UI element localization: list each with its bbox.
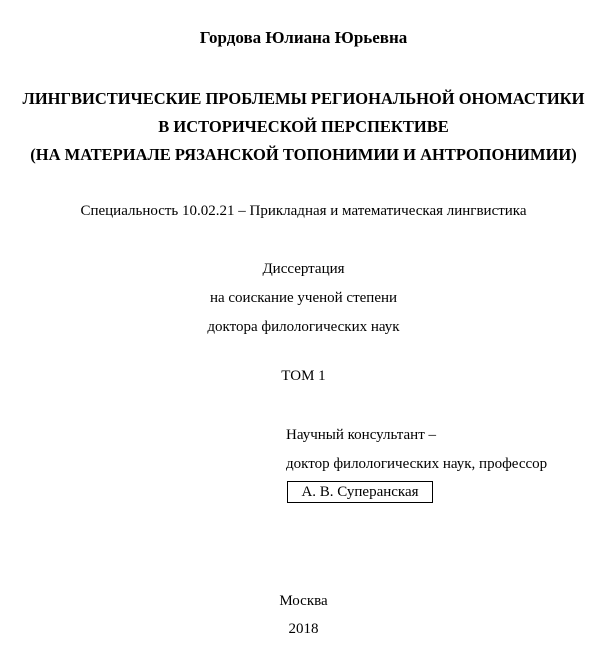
consultant-role: Научный консультант – [286,427,436,443]
title-line-1: ЛИНГВИСТИЧЕСКИЕ ПРОБЛЕМЫ РЕГИОНАЛЬНОЙ ОНОМАСТИКИ [22,89,585,108]
year-label: 2018 [288,621,319,637]
title-line-2: В ИСТОРИЧЕСКОЙ ПЕРСПЕКТИВЕ [158,117,449,136]
specialty-line: Специальность 10.02.21 – Прикладная и математическая лингвистика [80,203,527,219]
author-name: Гордова Юлиана Юрьевна [199,28,408,47]
volume-label: ТОМ 1 [281,368,326,384]
degree-line-1: Диссертация [262,261,345,277]
title-line-3: (НА МАТЕРИАЛЕ РЯЗАНСКОЙ ТОПОНИМИИ И АНТРОПОНИМИИ) [30,145,577,164]
consultant-name-box: А. В. Суперанская [287,481,433,503]
consultant-degree: доктор филологических наук, профессор [286,456,548,472]
degree-line-2: на соискание ученой степени [209,290,398,306]
degree-line-3: доктора филологических наук [207,319,400,335]
city-label: Москва [279,593,328,609]
